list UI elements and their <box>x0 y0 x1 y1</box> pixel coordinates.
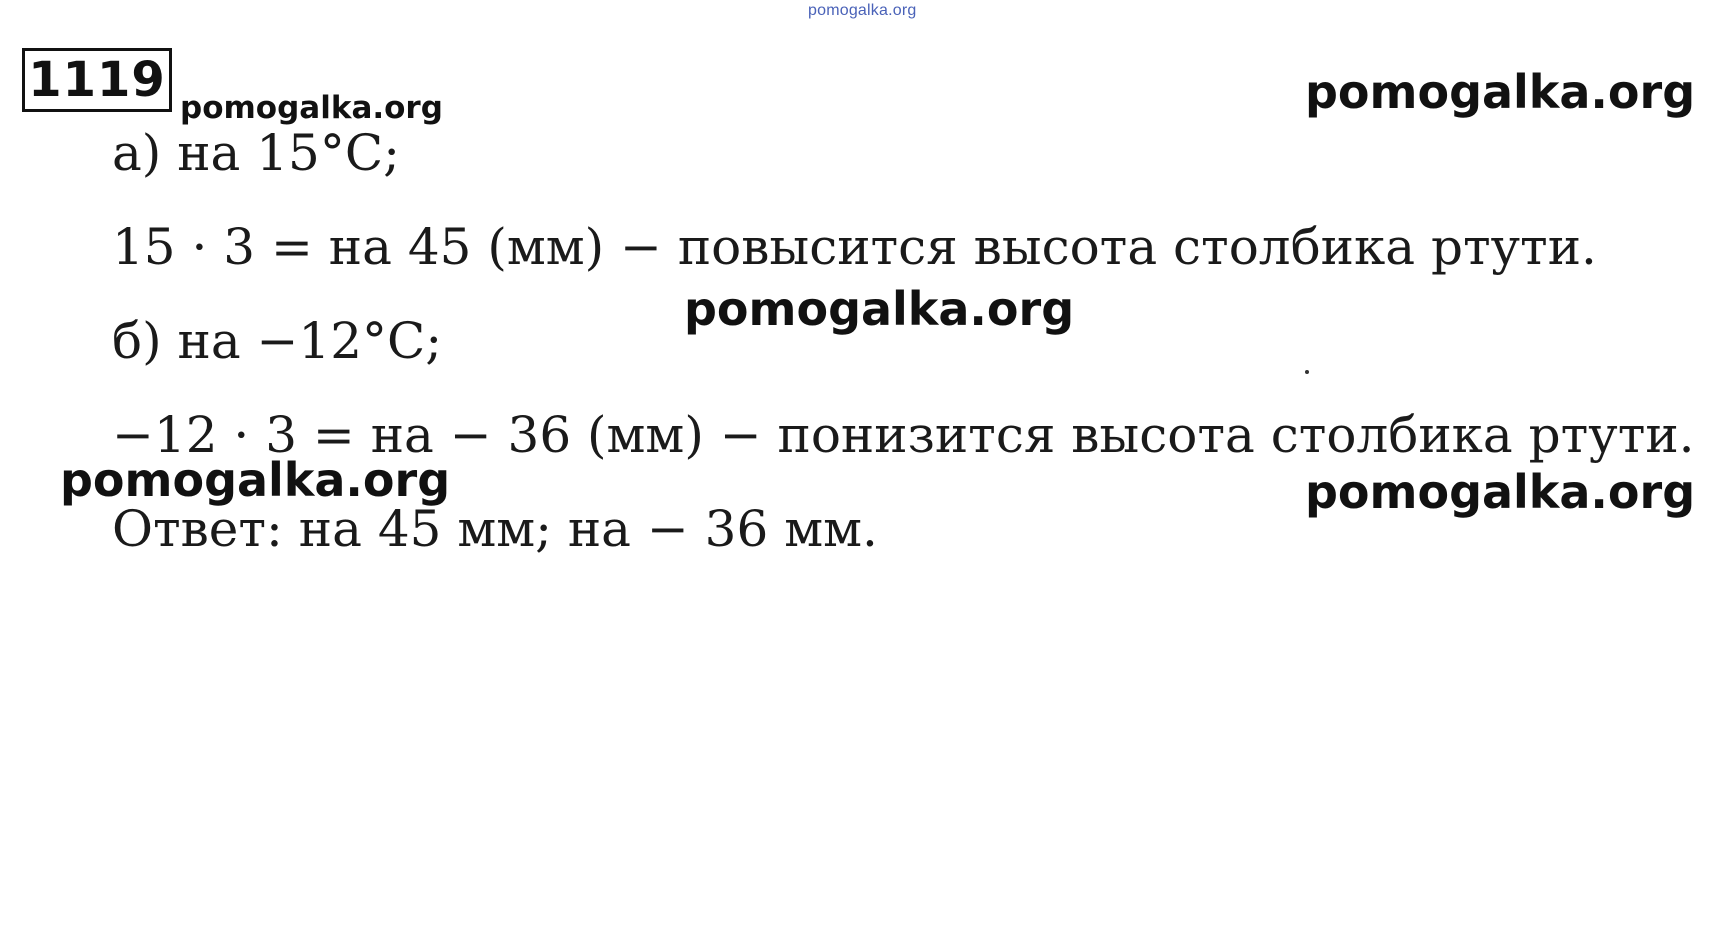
watermark-top-right: pomogalka.org <box>1305 65 1696 119</box>
watermark-bottom-right: pomogalka.org <box>1305 465 1696 519</box>
watermark-left: pomogalka.org <box>60 453 451 507</box>
solution-line-b-calc: −12 · 3 = на − 36 (мм) − понизится высота столбика ртути. <box>112 406 1695 464</box>
top-watermark: pomogalka.org <box>808 2 917 19</box>
watermark-center: pomogalka.org <box>684 282 1075 336</box>
solution-line-b: б) на −12°C; <box>112 312 443 370</box>
solution-line-a: а) на 15°C; <box>112 124 400 182</box>
speck-dot <box>1305 370 1309 374</box>
answer-line: Ответ: на 45 мм; на − 36 мм. <box>112 500 878 558</box>
watermark-number: pomogalka.org <box>180 90 443 126</box>
problem-number-box <box>22 48 172 112</box>
solution-line-a-calc: 15 · 3 = на 45 (мм) − повысится высота столбика ртути. <box>112 218 1597 276</box>
problem-number: 1119 <box>28 52 166 108</box>
